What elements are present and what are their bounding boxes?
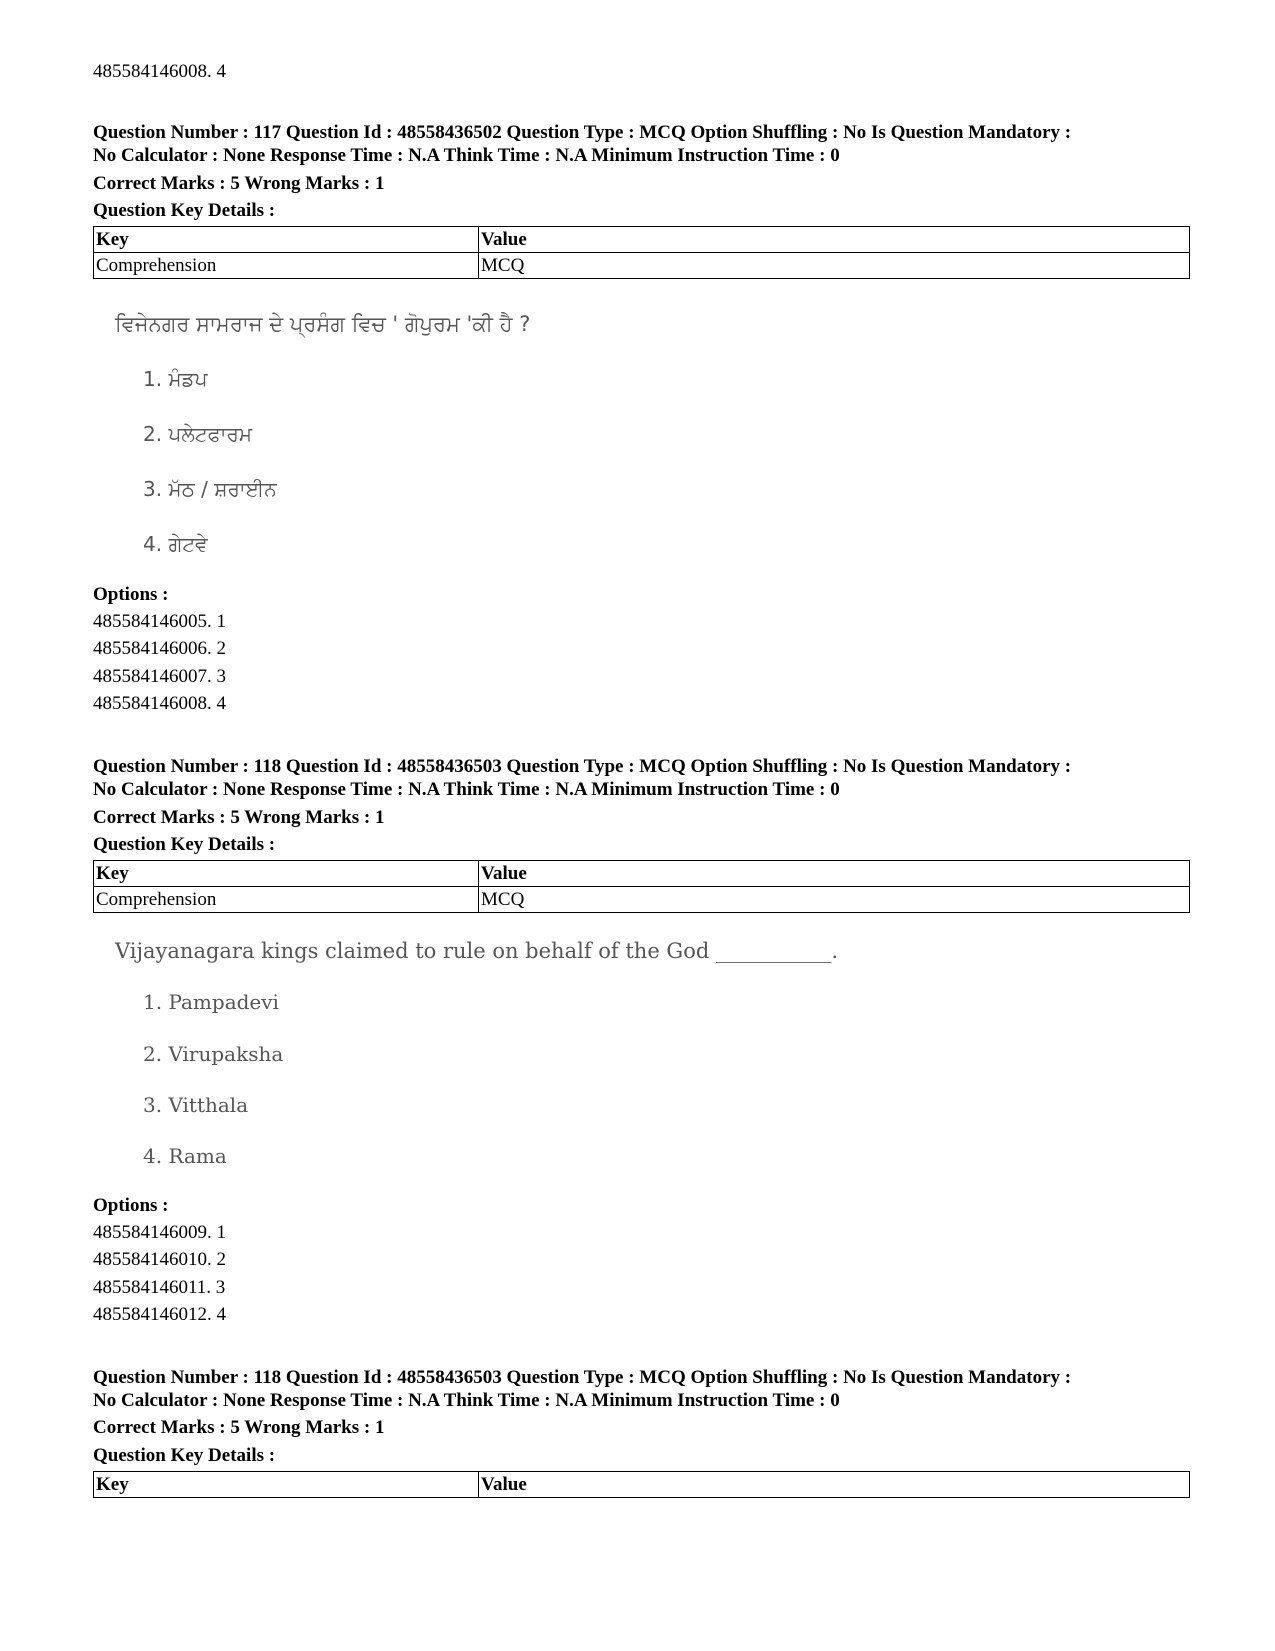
- table-header-key: Key: [94, 1472, 479, 1498]
- table-header-value: Value: [479, 861, 1190, 887]
- table-row: [94, 253, 1190, 279]
- option-id-line: 485584146011. 3: [93, 1277, 226, 1298]
- option-id-line: 485584146006. 2: [93, 638, 226, 659]
- question-option-2: 2. ਪਲੇਟਫਾਰਮ: [143, 422, 253, 446]
- option-id-line: 485584146010. 2: [93, 1249, 226, 1270]
- question-header-line1: Question Number : 117 Question Id : 48558436502 Question Type : MCQ Option Shuffling : No Is Question Mandatory :: [93, 122, 1072, 143]
- question-option-4: 4. Rama: [143, 1144, 227, 1168]
- key-details-table: [93, 226, 1190, 279]
- options-label: Options :: [93, 584, 169, 605]
- question-header-line2: No Calculator : None Response Time : N.A Think Time : N.A Minimum Instruction Time : 0: [93, 145, 840, 166]
- key-details-label: Question Key Details :: [93, 200, 276, 221]
- question-option-3: 3. ਮੱਠ / ਸ਼ਰਾਈਨ: [143, 477, 277, 501]
- question-option-2: 2. Virupaksha: [143, 1042, 284, 1066]
- marks-line: Correct Marks : 5 Wrong Marks : 1: [93, 807, 385, 828]
- table-header-row: [94, 1472, 1190, 1498]
- option-id-line: 485584146007. 3: [93, 666, 226, 687]
- marks-line: Correct Marks : 5 Wrong Marks : 1: [93, 173, 385, 194]
- question-header-line2: No Calculator : None Response Time : N.A Think Time : N.A Minimum Instruction Time : 0: [93, 779, 840, 800]
- key-details-table: [93, 1471, 1190, 1498]
- table-header-value: Value: [479, 227, 1190, 253]
- table-header-row: [94, 861, 1190, 887]
- table-cell-key: Comprehension: [94, 253, 479, 279]
- option-id-line: 485584146009. 1: [93, 1222, 226, 1243]
- question-header-line1: Question Number : 118 Question Id : 48558436503 Question Type : MCQ Option Shuffling : No Is Question Mandatory :: [93, 756, 1072, 777]
- question-header-line2: No Calculator : None Response Time : N.A Think Time : N.A Minimum Instruction Time : 0: [93, 1390, 840, 1411]
- key-details-label: Question Key Details :: [93, 1445, 276, 1466]
- table-cell-value: MCQ: [479, 887, 1190, 913]
- table-header-key: Key: [94, 861, 479, 887]
- option-id-line: 485584146005. 1: [93, 611, 226, 632]
- option-id-line: 485584146008. 4: [93, 693, 226, 714]
- table-header-row: [94, 227, 1190, 253]
- question-option-1: 1. ਮੰਡਪ: [143, 367, 208, 391]
- key-details-table: [93, 860, 1190, 913]
- table-header-key: Key: [94, 227, 479, 253]
- table-cell-key: Comprehension: [94, 887, 479, 913]
- table-row: [94, 887, 1190, 913]
- marks-line: Correct Marks : 5 Wrong Marks : 1: [93, 1417, 385, 1438]
- table-cell-value: MCQ: [479, 253, 1190, 279]
- option-id-line: 485584146012. 4: [93, 1304, 226, 1325]
- option-id-line: 485584146008. 4: [93, 61, 226, 82]
- question-stem: ਵਿਜੇਨਗਰ ਸਾਮਰਾਜ ਦੇ ਪ੍ਰਸੰਗ ਵਿਚ ' ਗੋਪੁਰਮ 'ਕੀ ਹੈ ?: [115, 312, 531, 336]
- table-header-value: Value: [479, 1472, 1190, 1498]
- question-option-1: 1. Pampadevi: [143, 990, 279, 1014]
- question-header-line1: Question Number : 118 Question Id : 48558436503 Question Type : MCQ Option Shuffling : No Is Question Mandatory :: [93, 1367, 1072, 1388]
- question-option-4: 4. ਗੇਟਵੇ: [143, 532, 208, 556]
- key-details-label: Question Key Details :: [93, 834, 276, 855]
- options-label: Options :: [93, 1195, 169, 1216]
- question-stem: Vijayanagara kings claimed to rule on behalf of the God ___________.: [115, 939, 839, 963]
- question-option-3: 3. Vitthala: [143, 1093, 249, 1117]
